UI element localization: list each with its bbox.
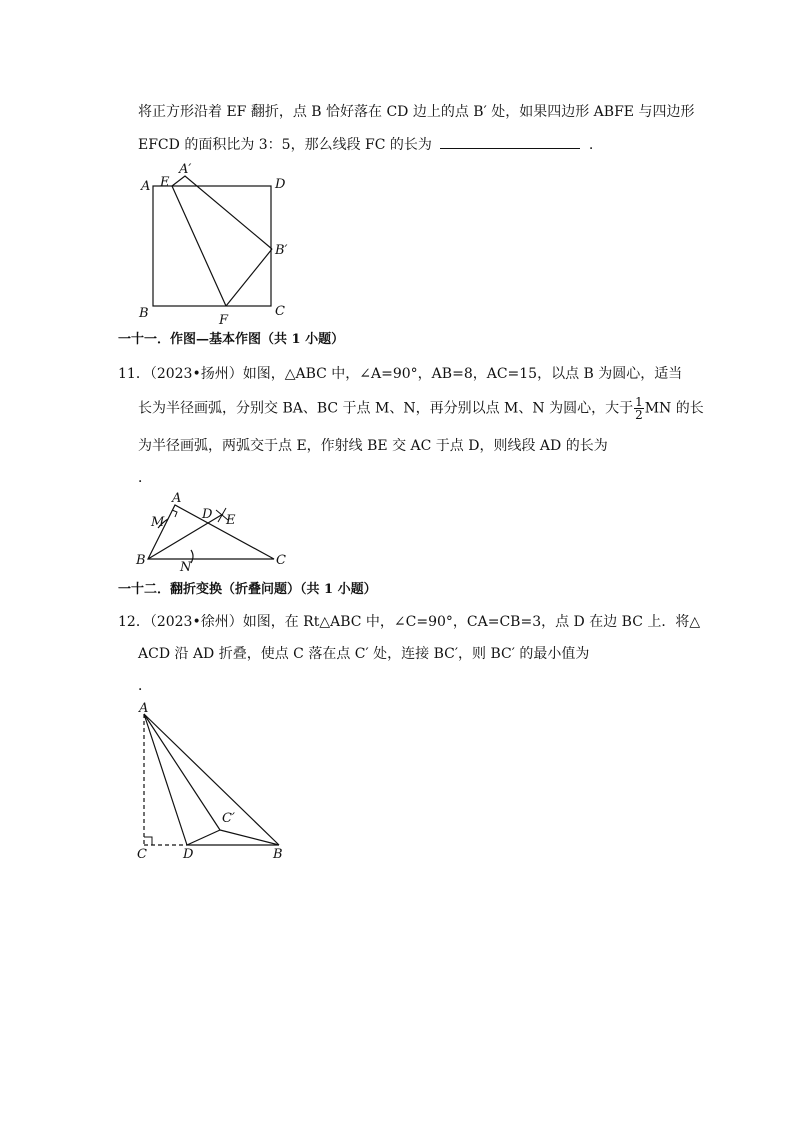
label-D: D	[275, 177, 286, 192]
label-C-prime: C′	[222, 811, 235, 826]
q12-text-line2: ACD 沿 AD 折叠，使点 C 落在点 C′ 处，连接 BC′，则 BC′ 的最小值为	[138, 646, 590, 662]
label-E: E	[160, 175, 170, 190]
label-B: B	[139, 306, 149, 321]
q12-number: 12．	[118, 614, 150, 630]
square-abcd	[153, 186, 271, 306]
q12-fold-figure	[130, 700, 300, 865]
right-angle-mark	[144, 837, 152, 845]
fraction-numerator: 1	[635, 395, 643, 409]
label-A-prime: A′	[179, 162, 192, 177]
section-heading-11: 一十一．作图—基本作图（共 1 小题）	[118, 332, 345, 347]
label-M: M	[151, 515, 165, 530]
fraction-denominator: 2	[635, 408, 643, 422]
label-D: D	[183, 847, 194, 862]
q10-text-line1: 将正方形沿着 EF 翻折，点 B 恰好落在 CD 边上的点 B′ 处，如果四边形 ABFE 与四边形	[138, 104, 695, 120]
segment-dc-prime	[187, 830, 220, 845]
label-A: A	[141, 179, 151, 194]
q10-text-line2-end: .	[588, 137, 594, 153]
label-C: C	[276, 553, 286, 568]
q11-triangle-figure	[130, 486, 300, 576]
segment-ac-prime	[144, 714, 220, 830]
label-B: B	[273, 847, 283, 862]
label-A: A	[139, 701, 149, 716]
label-E: E	[226, 513, 236, 528]
fold-line-ad	[144, 714, 187, 845]
q11-text-line3: 为半径画弧，两弧交于点 E，作射线 BE 交 AC 于点 D，则线段 AD 的长为	[138, 438, 608, 454]
q11-line1-body: （2023•扬州）如图，△ABC 中，∠A=90°，AB=8，AC=15，以点 B 为圆心，适当	[149, 366, 683, 382]
folded-edge-a1b1	[172, 176, 272, 249]
q11-line2-a: 长为半径画弧，分别交 BA、BC 于点 M、N，再分别以点 M、N 为圆心，大于	[138, 400, 634, 417]
q10-answer-blank	[440, 134, 580, 149]
q10-square-figure	[130, 158, 300, 328]
segment-fb1	[226, 249, 272, 306]
q11-text-line1	[118, 364, 682, 384]
label-C: C	[275, 304, 285, 319]
q11-line2-b: MN 的长	[644, 400, 704, 417]
right-angle-mark	[172, 510, 177, 517]
segment-bc-prime	[220, 830, 279, 845]
label-B: B	[136, 553, 146, 568]
q11-fraction-half	[634, 396, 644, 421]
q10-text-line2-body: EFCD 的面积比为 3：5，那么线段 FC 的长为	[138, 137, 432, 153]
q11-number: 11．	[118, 366, 150, 382]
label-C: C	[137, 847, 147, 862]
label-B-prime: B′	[275, 243, 288, 258]
label-N: N	[180, 560, 192, 575]
q12-text-line1	[118, 612, 700, 632]
segment-ab	[144, 714, 279, 845]
q11-text-line2	[138, 395, 704, 424]
section-heading-12: 一十二．翻折变换（折叠问题）（共 1 小题）	[118, 582, 377, 597]
q12-line1-body: （2023•徐州）如图，在 Rt△ABC 中，∠C=90°，CA=CB=3，点 D 在边 BC 上．将△	[149, 614, 701, 630]
q11-text-line4: ．	[138, 470, 152, 486]
label-A: A	[172, 491, 182, 506]
q12-text-line3: ．	[138, 678, 152, 694]
q10-text-line2	[138, 134, 678, 155]
label-D: D	[202, 507, 213, 522]
label-F: F	[219, 313, 229, 328]
